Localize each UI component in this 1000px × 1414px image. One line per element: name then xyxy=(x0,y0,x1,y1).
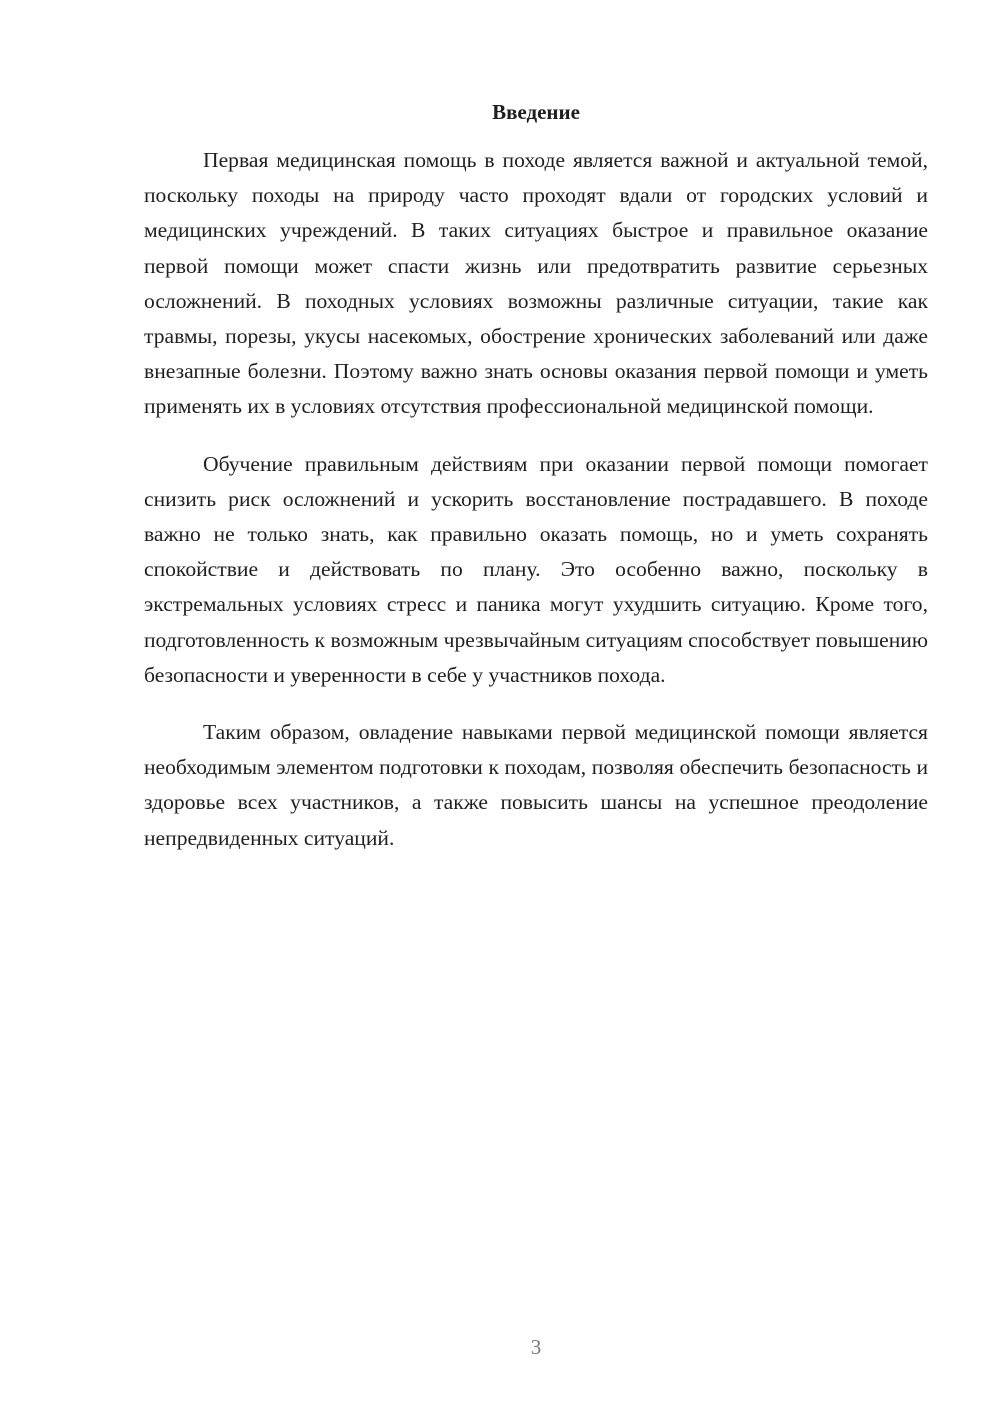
introduction-paragraph-1: Первая медицинская помощь в походе является важной и актуальной темой, поскольку походы на природу часто проходят вдали от городских условий и медицинских учреждений. В таких ситуациях быстрое и правильное оказание первой помощи может спасти жизнь или предотвратить развитие серьезных осложнений. В походных условиях возможны различные ситуации, такие как травмы, порезы, укусы насекомых, обострение хронических заболеваний или даже внезапные болезни. Поэтому важно знать основы оказания первой помощи и уметь применять их в условиях отсутствия профессиональной медицинской помощи. xyxy=(144,148,928,419)
introduction-paragraph-2: Обучение правильным действиям при оказании первой помощи помогает снизить риск осложнений и ускорить восстановление пострадавшего. В походе важно не только знать, как правильно оказать помощь, но и уметь сохранять спокойствие и действовать по плану. Это особенно важно, поскольку в экстремальных условиях стресс и паника могут ухудшить ситуацию. Кроме того, подготовленность к возможным чрезвычайным ситуациям способствует повышению безопасности и уверенности в себе у участников похода. xyxy=(144,451,928,687)
introduction-paragraph-3: Таким образом, овладение навыками первой медицинской помощи является необходимым элементом подготовки к походам, позволяя обеспечить безопасность и здоровье всех участников, а также повысить шансы на успешное преодоление непредвиденных ситуаций. xyxy=(144,720,928,850)
page-number: 3 xyxy=(530,1335,542,1359)
introduction-title: Введение xyxy=(492,100,580,124)
document-content xyxy=(144,94,928,878)
